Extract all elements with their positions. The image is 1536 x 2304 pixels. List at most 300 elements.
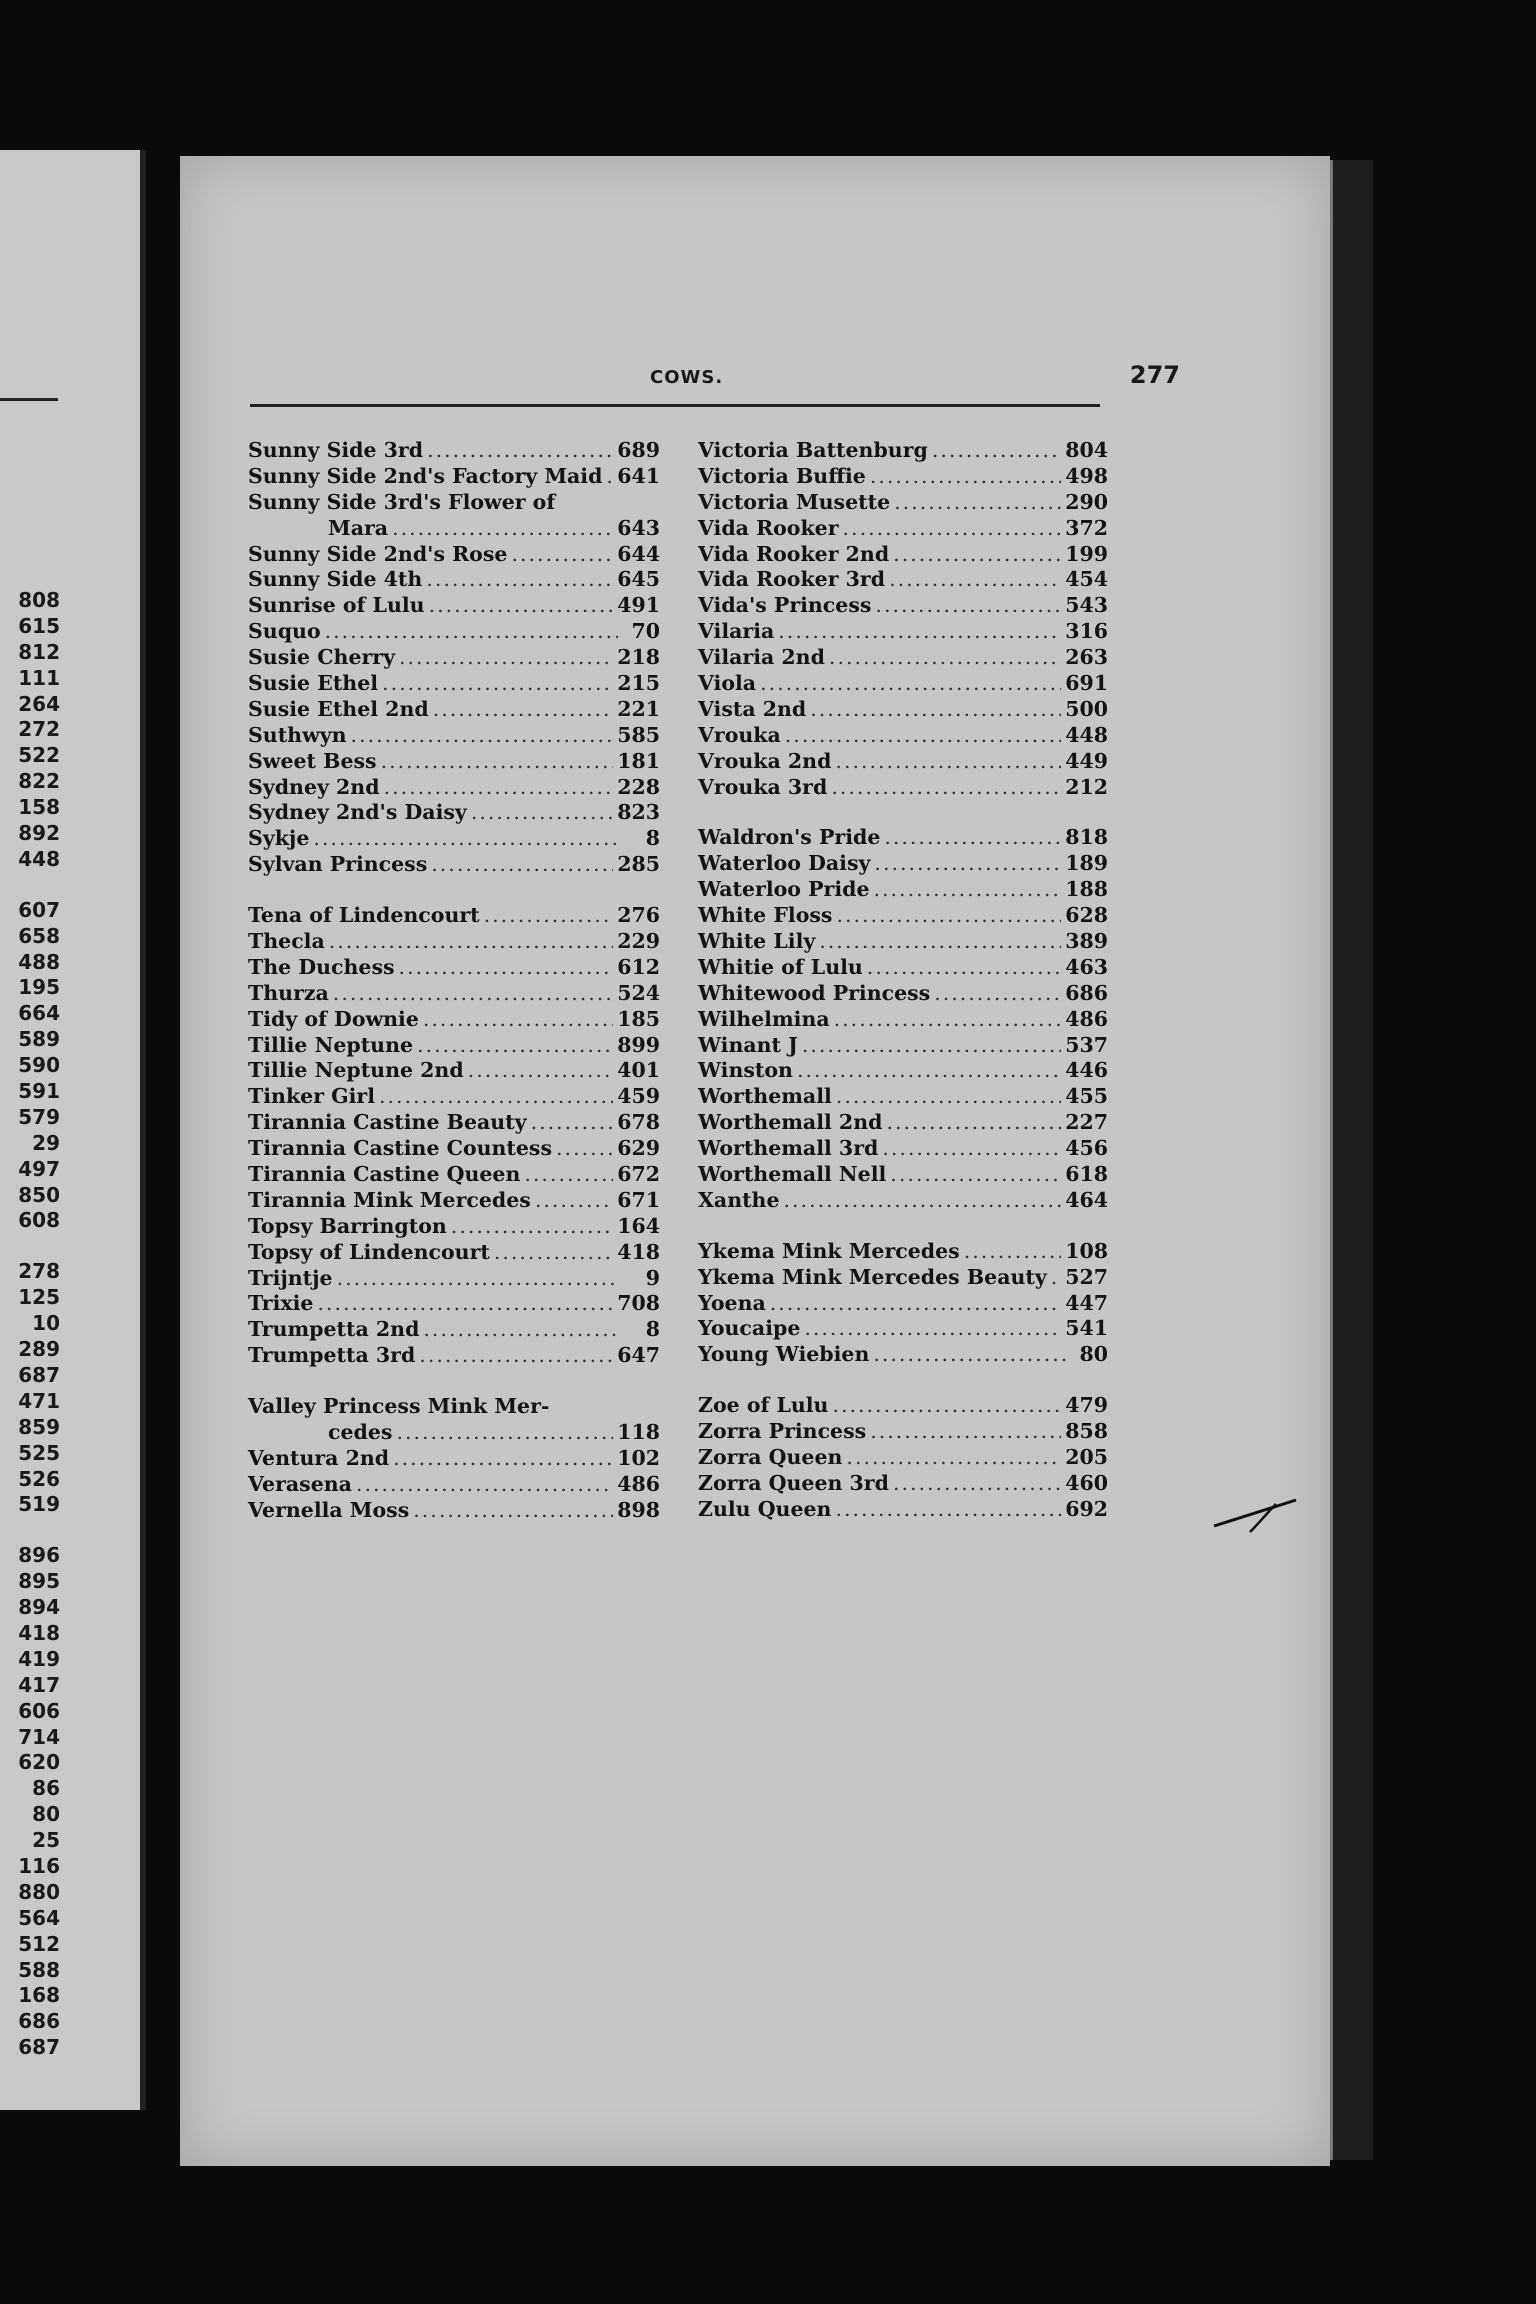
leader-dots	[427, 438, 613, 464]
leader-dots	[356, 1472, 613, 1498]
entry-name: Whitewood Princess	[698, 980, 931, 1005]
entry-name: Winant J	[698, 1032, 798, 1057]
previous-page-number: 589	[18, 1027, 60, 1052]
entry-number: 543	[1065, 593, 1108, 618]
leader-dots	[333, 981, 613, 1007]
entry-name: Vilaria 2nd	[698, 645, 825, 670]
leader-dots	[835, 749, 1061, 775]
entry-name: Sydney 2nd	[248, 774, 380, 799]
entry-name: Vrouka 3rd	[698, 774, 828, 799]
entry-name: Suquo	[248, 619, 321, 644]
entry-number: 418	[617, 1239, 660, 1264]
index-entry	[698, 851, 1108, 877]
leader-dots	[836, 1084, 1061, 1110]
entry-number: 498	[1065, 463, 1108, 488]
entry-name: Zorra Princess	[698, 1419, 867, 1444]
entry-name: Vida's Princess	[698, 593, 872, 618]
index-entry	[248, 542, 660, 568]
entry-name: Viola	[698, 671, 757, 695]
entry-name: Youcaipe	[698, 1316, 801, 1341]
leader-dots	[870, 464, 1061, 490]
entry-number: 612	[617, 954, 660, 979]
entry-number: 691	[1065, 671, 1108, 695]
index-entry	[698, 1497, 1108, 1523]
previous-page-number: 25	[32, 1828, 60, 1853]
index-entry	[698, 1188, 1108, 1214]
previous-page-number: 859	[18, 1414, 60, 1439]
entry-name: Winston	[698, 1058, 793, 1083]
index-entry	[248, 723, 660, 749]
entry-name: Tirannia Mink Mercedes	[248, 1187, 531, 1212]
entry-name: Sykje	[248, 826, 310, 851]
previous-page-number: 525	[18, 1440, 60, 1465]
entry-number: 70	[631, 619, 660, 644]
previous-page-number: 850	[18, 1182, 60, 1207]
leader-dots	[810, 697, 1061, 723]
book-binding-edge	[1330, 160, 1373, 2160]
leader-dots	[836, 903, 1061, 929]
entry-number: 818	[1065, 825, 1108, 850]
previous-page-number: 497	[18, 1156, 60, 1181]
leader-dots	[884, 825, 1061, 851]
index-entry	[698, 1419, 1108, 1445]
index-column-right	[698, 438, 1108, 1523]
entry-number: 527	[1065, 1264, 1108, 1289]
index-entry	[248, 826, 660, 852]
entry-name: Sunrise of Lulu	[248, 593, 425, 618]
entry-number: 899	[617, 1032, 660, 1057]
index-entry	[698, 749, 1108, 775]
entry-name: Sydney 2nd's Daisy	[248, 800, 467, 825]
entry-name: White Lily	[698, 929, 816, 954]
leader-dots	[606, 464, 613, 490]
leader-dots	[870, 1419, 1061, 1445]
previous-page-number: 168	[18, 1983, 60, 2008]
index-entry	[698, 516, 1108, 542]
index-entry	[248, 1007, 660, 1033]
previous-page-number: 714	[18, 1724, 60, 1749]
entry-name: Vrouka	[698, 722, 781, 747]
index-entry	[248, 1162, 660, 1188]
leader-dots	[834, 1007, 1062, 1033]
entry-name: Vida Rooker	[698, 515, 839, 540]
leader-dots	[556, 1136, 613, 1162]
index-entry	[248, 516, 660, 542]
index-entry	[698, 1136, 1108, 1162]
leader-dots	[484, 903, 614, 929]
entry-name: Worthemall	[698, 1084, 832, 1109]
entry-number: 108	[1065, 1238, 1108, 1263]
entry-name: Tillie Neptune	[248, 1032, 414, 1057]
entry-name: Trijntje	[248, 1265, 333, 1290]
leader-dots	[313, 826, 618, 852]
previous-page-number: 158	[18, 795, 60, 820]
index-entry	[248, 1214, 660, 1240]
index-entry	[698, 697, 1108, 723]
entry-number: 263	[1065, 645, 1108, 670]
entry-number: 185	[617, 1006, 660, 1031]
index-entry	[248, 645, 660, 671]
previous-page-number: 892	[18, 821, 60, 846]
previous-page-number: 808	[18, 588, 60, 612]
leader-dots	[875, 593, 1061, 619]
leader-dots	[889, 567, 1061, 593]
entry-name: Zoe of Lulu	[698, 1393, 829, 1418]
leader-dots	[392, 516, 613, 542]
entry-name: The Duchess	[248, 954, 395, 979]
index-entry	[698, 1445, 1108, 1471]
leader-dots	[429, 593, 614, 619]
entry-name: Xanthe	[698, 1187, 780, 1212]
index-entry	[248, 1317, 660, 1343]
leader-dots	[531, 1110, 614, 1136]
index-entry	[248, 800, 660, 826]
leader-dots	[423, 1317, 618, 1343]
entry-name: Zulu Queen	[698, 1496, 832, 1521]
index-entry	[698, 1007, 1108, 1033]
previous-page-number: 264	[18, 691, 60, 716]
leader-dots	[874, 877, 1062, 903]
entry-number: 290	[1065, 489, 1108, 514]
entry-number: 479	[1065, 1393, 1108, 1418]
entry-number: 858	[1065, 1419, 1108, 1444]
leader-dots	[890, 1162, 1061, 1188]
index-entry	[698, 438, 1108, 464]
leader-dots	[329, 929, 613, 955]
entry-name: Thurza	[248, 980, 329, 1005]
leader-dots	[867, 955, 1061, 981]
previous-page-number: 687	[18, 1362, 60, 1387]
previous-page-number: 591	[18, 1079, 60, 1104]
entry-number: 689	[617, 437, 660, 462]
index-entry	[698, 955, 1108, 981]
entry-number: 227	[1065, 1110, 1108, 1135]
previous-page-number: 29	[32, 1130, 60, 1155]
index-entry	[698, 1162, 1108, 1188]
previous-page-number: 10	[32, 1311, 60, 1336]
index-entry	[248, 1446, 660, 1472]
previous-page-number-column	[0, 588, 60, 2061]
entry-name: Trumpetta 3rd	[248, 1343, 416, 1368]
index-entry	[248, 1110, 660, 1136]
leader-dots	[511, 542, 613, 568]
previous-page-number: 86	[32, 1776, 60, 1801]
index-entry	[248, 1343, 660, 1369]
previous-page-number: 812	[18, 639, 60, 664]
entry-name: White Floss	[698, 903, 833, 928]
index-entry	[698, 1471, 1108, 1497]
leader-dots	[843, 516, 1062, 542]
entry-number: 454	[1065, 567, 1108, 592]
index-entry	[248, 1394, 660, 1420]
leader-dots	[778, 619, 1061, 645]
entry-name: Suthwyn	[248, 722, 347, 747]
entry-number: 212	[1065, 774, 1108, 799]
entry-number: 316	[1065, 619, 1108, 644]
index-entry	[248, 593, 660, 619]
entry-name: Whitie of Lulu	[698, 954, 863, 979]
entry-number: 446	[1065, 1058, 1108, 1083]
index-entry	[698, 775, 1108, 801]
leader-dots	[524, 1162, 613, 1188]
entry-name: Sunny Side 2nd's Rose	[248, 541, 508, 566]
index-entry	[698, 1317, 1108, 1343]
previous-page-number: 471	[18, 1388, 60, 1413]
previous-page-number: 606	[18, 1698, 60, 1723]
leader-dots	[337, 1266, 618, 1292]
page-header	[250, 361, 1180, 395]
entry-name: Wilhelmina	[698, 1006, 830, 1031]
entry-number: 643	[617, 515, 660, 540]
leader-dots	[785, 723, 1061, 749]
entry-name: Topsy of Lindencourt	[248, 1239, 490, 1264]
index-page	[180, 156, 1330, 2166]
entry-number: 537	[1065, 1032, 1108, 1057]
previous-page-number: 522	[18, 743, 60, 768]
leader-dots	[384, 775, 614, 801]
entry-number: 460	[1065, 1470, 1108, 1495]
leader-dots	[886, 1110, 1061, 1136]
entry-number: 898	[617, 1497, 660, 1522]
index-entry	[248, 464, 660, 490]
entry-name: Vista 2nd	[698, 696, 807, 721]
index-entry	[698, 671, 1108, 697]
entry-number: 645	[617, 567, 660, 592]
leader-dots	[317, 1291, 613, 1317]
entry-name: Trixie	[248, 1291, 314, 1316]
leader-dots	[426, 567, 613, 593]
entry-name: Susie Ethel	[248, 671, 379, 695]
entry-name: Ykema Mink Mercedes Beauty	[698, 1264, 1047, 1289]
entry-number: 644	[617, 541, 660, 566]
leader-dots	[393, 1446, 613, 1472]
entry-number: 463	[1065, 954, 1108, 979]
entry-name: Tidy of Downie	[248, 1006, 419, 1031]
entry-number: 276	[617, 903, 660, 928]
entry-name: Worthemall 3rd	[698, 1136, 879, 1161]
index-entry	[698, 825, 1108, 851]
entry-number: 102	[617, 1445, 660, 1470]
index-entry	[698, 1291, 1108, 1317]
leader-dots	[451, 1214, 613, 1240]
entry-name: Valley Princess Mink Mer-	[248, 1394, 550, 1419]
entry-name: Vida Rooker 2nd	[698, 541, 890, 566]
entry-name: Ventura 2nd	[248, 1445, 390, 1470]
previous-page-number: 488	[18, 949, 60, 974]
previous-page-number: 687	[18, 2035, 60, 2060]
index-entry	[698, 929, 1108, 955]
entry-name: Waterloo Daisy	[698, 851, 871, 876]
index-entry	[698, 1058, 1108, 1084]
previous-page-number: 896	[18, 1543, 60, 1568]
index-entry	[698, 1239, 1108, 1265]
entry-number: 8	[645, 1317, 660, 1342]
previous-page-number: 579	[18, 1104, 60, 1129]
previous-page-number: 448	[18, 846, 60, 871]
entry-name: Victoria Musette	[698, 489, 891, 514]
entry-number: 372	[1065, 515, 1108, 540]
entry-name: Susie Cherry	[248, 645, 395, 670]
entry-number: 686	[1065, 980, 1108, 1005]
entry-number: 189	[1065, 851, 1108, 876]
entry-number: 678	[617, 1110, 660, 1135]
leader-dots	[1051, 1265, 1061, 1291]
index-entry	[248, 903, 660, 929]
index-entry	[698, 981, 1108, 1007]
leader-dots	[819, 929, 1061, 955]
entry-number: 500	[1065, 696, 1108, 721]
entry-name: Worthemall Nell	[698, 1162, 887, 1187]
entry-name: Yoena	[698, 1290, 766, 1315]
leader-dots	[784, 1188, 1062, 1214]
previous-page-number: 664	[18, 1001, 60, 1026]
entry-number: 672	[617, 1162, 660, 1187]
leader-dots	[770, 1291, 1061, 1317]
entry-number: 9	[645, 1265, 660, 1290]
leader-dots	[433, 697, 614, 723]
leader-dots	[535, 1188, 613, 1214]
entry-number: 80	[1079, 1342, 1108, 1367]
previous-page-number: 195	[18, 975, 60, 1000]
entry-name: Waterloo Pride	[698, 877, 870, 902]
header-rule	[250, 404, 1100, 407]
entry-name: Topsy Barrington	[248, 1213, 447, 1238]
entry-name: Vrouka 2nd	[698, 748, 832, 773]
index-entry	[248, 697, 660, 723]
leader-dots	[379, 1084, 613, 1110]
entry-number: 629	[617, 1136, 660, 1161]
entry-number: 199	[1065, 541, 1108, 566]
entry-number: 401	[617, 1058, 660, 1083]
entry-number: 8	[645, 826, 660, 851]
entry-name: Tirannia Castine Countess	[248, 1136, 553, 1161]
entry-number: 464	[1065, 1187, 1108, 1212]
entry-name: Vernella Moss	[248, 1497, 410, 1522]
previous-page-number: 80	[32, 1802, 60, 1827]
entry-name: Young Wiebien	[698, 1342, 870, 1367]
previous-page-number: 615	[18, 613, 60, 638]
entry-name: Victoria Battenburg	[698, 437, 928, 462]
leader-dots	[417, 1033, 613, 1059]
leader-dots	[832, 1393, 1061, 1419]
entry-name: Verasena	[248, 1471, 352, 1496]
index-entry	[248, 1058, 660, 1084]
entry-number: 541	[1065, 1316, 1108, 1341]
previous-page-number: 564	[18, 1905, 60, 1930]
leader-dots	[423, 1007, 613, 1033]
leader-dots	[325, 619, 618, 645]
entry-name: Zorra Queen 3rd	[698, 1470, 889, 1495]
entry-number: 229	[617, 929, 660, 954]
entry-number: 221	[617, 696, 660, 721]
entry-name: Sunny Side 3rd	[248, 437, 424, 462]
entry-name: Vilaria	[698, 619, 775, 644]
index-entry	[698, 723, 1108, 749]
leader-dots	[382, 671, 613, 697]
previous-page-number: 588	[18, 1957, 60, 1982]
previous-page-number: 512	[18, 1931, 60, 1956]
entry-name: Sylvan Princess	[248, 852, 428, 877]
entry-number: 491	[617, 593, 660, 618]
leader-dots	[829, 645, 1061, 671]
entry-number: 692	[1065, 1496, 1108, 1521]
page-title: COWS.	[650, 367, 724, 388]
previous-page-number: 895	[18, 1569, 60, 1594]
leader-dots	[846, 1445, 1061, 1471]
leader-dots	[797, 1058, 1061, 1084]
index-entry	[698, 1265, 1108, 1291]
entry-name: Tirannia Castine Queen	[248, 1162, 521, 1187]
index-column-left	[248, 438, 660, 1524]
entry-number: 285	[617, 852, 660, 877]
leader-dots	[399, 645, 613, 671]
index-entry	[698, 464, 1108, 490]
entry-name: cedes	[328, 1420, 393, 1445]
previous-page-number: 278	[18, 1259, 60, 1284]
leader-dots	[894, 490, 1061, 516]
entry-number: 447	[1065, 1290, 1108, 1315]
previous-page-edge	[0, 150, 146, 2110]
entry-number: 524	[617, 980, 660, 1005]
leader-dots	[381, 749, 614, 775]
entry-name: Susie Ethel 2nd	[248, 696, 429, 721]
leader-dots	[471, 800, 613, 826]
index-entry	[248, 1472, 660, 1498]
index-entry	[698, 593, 1108, 619]
entry-number: 205	[1065, 1445, 1108, 1470]
previous-page-number: 111	[18, 665, 60, 690]
previous-page-number: 289	[18, 1337, 60, 1362]
index-entry	[698, 619, 1108, 645]
previous-page-number: 272	[18, 717, 60, 742]
entry-name: Trumpetta 2nd	[248, 1317, 420, 1342]
leader-dots	[494, 1240, 613, 1266]
entry-number: 448	[1065, 722, 1108, 747]
index-entry	[698, 1084, 1108, 1110]
index-entry	[248, 1266, 660, 1292]
previous-page-number: 418	[18, 1620, 60, 1645]
entry-number: 188	[1065, 877, 1108, 902]
entry-number: 585	[617, 722, 660, 747]
index-entry	[698, 1342, 1108, 1368]
entry-name: Tillie Neptune 2nd	[248, 1058, 464, 1083]
leader-dots	[802, 1033, 1061, 1059]
leader-dots	[893, 542, 1061, 568]
leader-dots	[893, 1471, 1061, 1497]
entry-number: 486	[1065, 1006, 1108, 1031]
leader-dots	[413, 1498, 613, 1524]
index-entry	[698, 542, 1108, 568]
index-entry	[248, 671, 660, 697]
previous-page-number: 894	[18, 1595, 60, 1620]
previous-page-number: 519	[18, 1492, 60, 1517]
index-entry	[698, 1033, 1108, 1059]
previous-page-number: 526	[18, 1466, 60, 1491]
entry-number: 628	[1065, 903, 1108, 928]
entry-name: Sunny Side 2nd's Factory Maid	[248, 463, 603, 488]
leader-dots	[873, 1342, 1066, 1368]
index-entry	[698, 1393, 1108, 1419]
entry-name: Worthemall 2nd	[698, 1110, 883, 1135]
leader-dots	[934, 981, 1061, 1007]
previous-page-number: 116	[18, 1853, 60, 1878]
index-entry	[248, 1188, 660, 1214]
leader-dots	[835, 1497, 1061, 1523]
entry-name: Waldron's Pride	[698, 825, 881, 850]
entry-number: 823	[617, 800, 660, 825]
index-entry	[698, 567, 1108, 593]
previous-page-number: 125	[18, 1285, 60, 1310]
